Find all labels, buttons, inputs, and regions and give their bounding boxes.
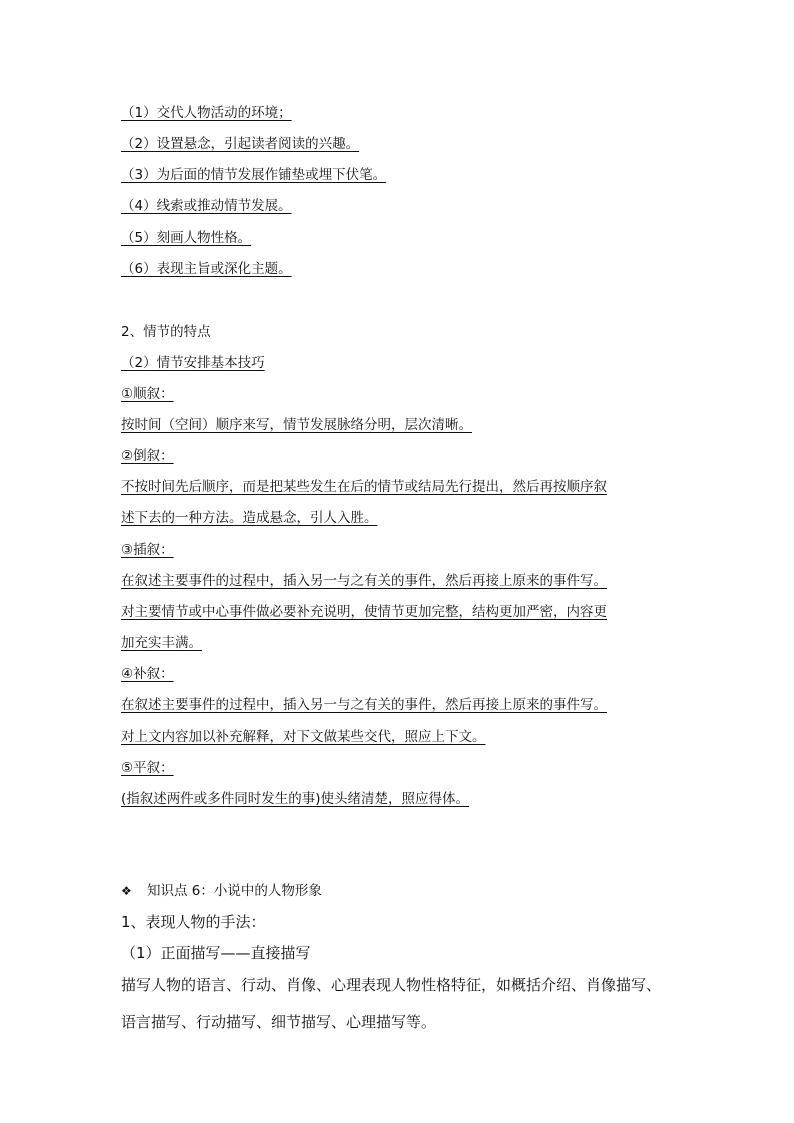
method-subheading: （1）正面描写——直接描写 xyxy=(121,944,311,962)
technique-shunxu-title: ①顺叙： xyxy=(121,386,174,402)
technique-chaxu-title: ③插叙： xyxy=(121,542,174,558)
method-heading: 1、表现人物的手法： xyxy=(121,913,266,931)
section-heading: 2、情节的特点 xyxy=(121,324,211,340)
section-subheading: （2）情节安排基本技巧 xyxy=(121,355,265,371)
function-item-1: （1）交代人物活动的环境； xyxy=(121,105,292,121)
technique-buxu-desc-1: 在叙述主要事件的过程中，插入另一与之有关的事件，然后再接上原来的事件写。 xyxy=(121,697,607,713)
method-desc-1: 描写人物的语言、行动、肖像、心理表现人物性格特征，如概括介绍、肖像描写、 xyxy=(121,976,662,994)
technique-daoxu-desc-2: 述下去的一种方法。造成悬念，引人入胜。 xyxy=(121,510,378,526)
technique-buxu-title: ④补叙： xyxy=(121,666,174,682)
technique-buxu-desc-2: 对上文内容加以补充解释，对下文做某些交代，照应上下文。 xyxy=(121,729,486,745)
technique-chaxu-desc-3: 加充实丰满。 xyxy=(121,635,202,651)
method-desc-2: 语言描写、行动描写、细节描写、心理描写等。 xyxy=(121,1013,437,1031)
technique-daoxu-title: ②倒叙： xyxy=(121,448,174,464)
technique-pingxu-title: ⑤平叙： xyxy=(121,760,174,776)
technique-shunxu-desc: 按时间（空间）顺序来写，情节发展脉络分明，层次清晰。 xyxy=(121,417,472,433)
technique-daoxu-desc-1: 不按时间先后顺序，而是把某些发生在后的情节或结局先行提出，然后再按顺序叙 xyxy=(121,479,607,495)
technique-chaxu-desc-2: 对主要情节或中心事件做必要补充说明，使情节更加完整，结构更加严密，内容更 xyxy=(121,604,607,620)
function-item-2: （2）设置悬念，引起读者阅读的兴趣。 xyxy=(121,136,360,152)
function-item-3: （3）为后面的情节发展作铺垫或埋下伏笔。 xyxy=(121,167,387,183)
technique-pingxu-desc: (指叙述两件或多件同时发生的事)使头绪清楚，照应得体。 xyxy=(121,791,470,807)
knowledge-point-title: 知识点 6：小说中的人物形象 xyxy=(147,883,322,899)
knowledge-point-heading xyxy=(121,882,322,900)
function-item-6: （6）表现主旨或深化主题。 xyxy=(121,261,292,277)
function-item-5: （5）刻画人物性格。 xyxy=(121,230,252,246)
function-item-4: （4）线索或推动情节发展。 xyxy=(121,198,292,214)
diamond-bullet-icon: ❖ xyxy=(121,884,132,898)
technique-chaxu-desc-1: 在叙述主要事件的过程中，插入另一与之有关的事件，然后再接上原来的事件写。 xyxy=(121,573,607,589)
